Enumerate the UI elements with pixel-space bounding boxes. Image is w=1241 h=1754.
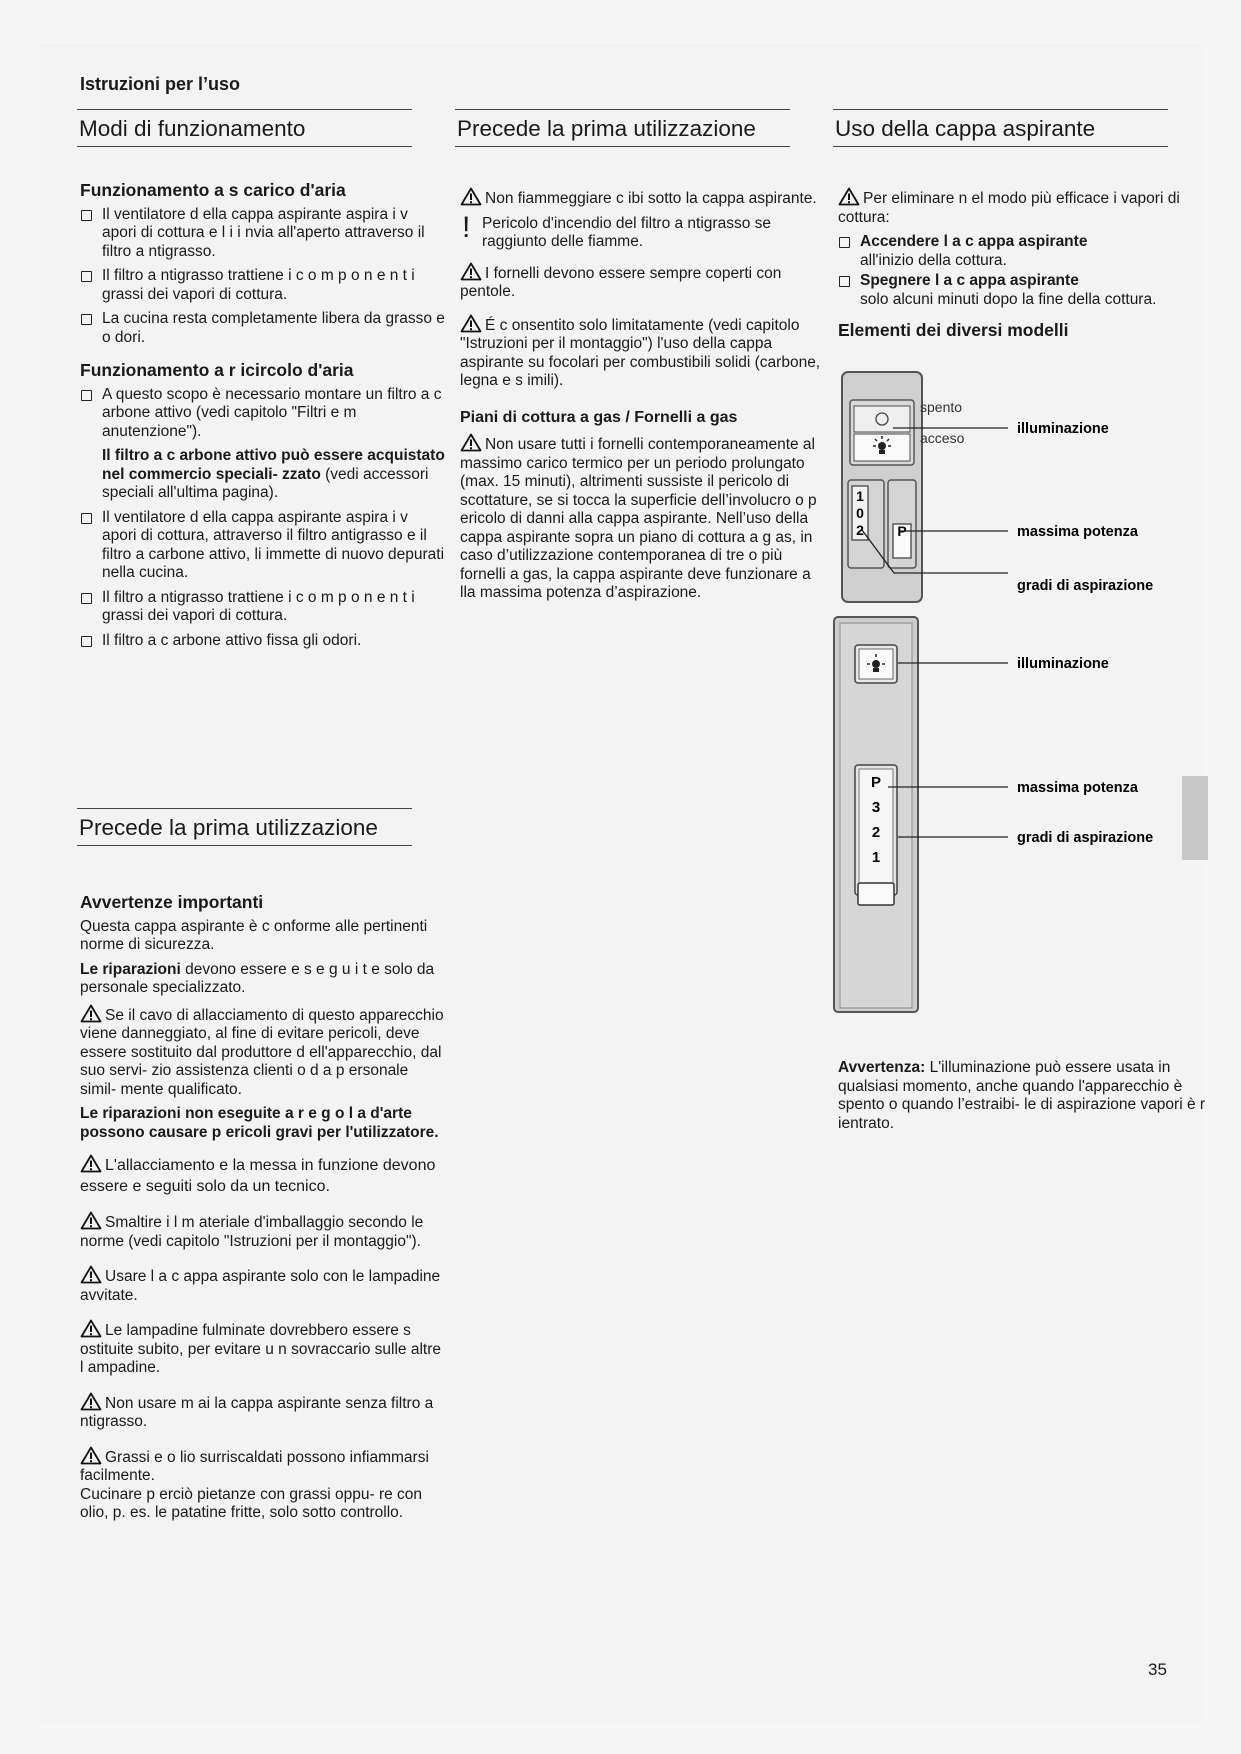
list-item: Il ventilatore d ella cappa aspirante aspira i v apori di cottura, attraverso il filtro antigrasso e il filtro a carbone attivo, li immette di nuovo depurati nella cucina. — [80, 509, 445, 583]
bullet-box-icon — [839, 276, 850, 287]
list-item: Spegnere l a c appa aspirante solo alcuni minuti dopo la fine della cottura. — [838, 272, 1200, 309]
paragraph: Usare l a c appa aspirante solo con le lampadine avvitate. — [80, 1265, 445, 1305]
illuminazione-label: illuminazione — [1017, 656, 1109, 672]
document-title: Istruzioni per l’uso — [80, 74, 241, 94]
ricircolo-note: Il filtro a c arbone attivo può essere acquistato nel commercio speciali- zzato (vedi accessori speciali all'ultima pagina). — [102, 447, 445, 501]
column-3-top — [838, 187, 1200, 346]
warning-icon — [460, 433, 482, 452]
warning-icon — [80, 1265, 102, 1284]
bullet-box-icon — [81, 636, 92, 647]
list-item: La cucina resta completamente libera da grasso e o dori. — [80, 310, 445, 347]
thumb-index-tab — [1182, 776, 1208, 860]
heading-avvertenze: Avvertenze importanti — [80, 892, 264, 912]
section-title-uso: Uso della cappa aspirante — [833, 109, 1168, 147]
warning-icon — [460, 262, 482, 281]
paragraph: Le riparazioni non eseguite a r e g o l a d'arte possono causare p ericoli gravi per l'utilizzatore. — [80, 1105, 439, 1141]
heading-scarico: Funzionamento a s carico d'aria — [80, 180, 346, 200]
paragraph: Le riparazioni devono essere e s e g u i t e solo da personale specializzato. — [80, 960, 435, 996]
heading-elementi: Elementi dei diversi modelli — [838, 320, 1069, 340]
paragraph: Smaltire i l m ateriale d'imballaggio secondo le norme (vedi capitolo "Istruzioni per il montaggio"). — [80, 1211, 445, 1251]
paragraph: Per eliminare n el modo più efficace i vapori di cottura: — [838, 187, 1200, 227]
column-1-top — [80, 181, 445, 656]
fan-level-label: 1 — [871, 849, 881, 866]
gradi-label: gradi di aspirazione — [1017, 578, 1154, 594]
massima-label: massima potenza — [1017, 524, 1138, 540]
bullet-box-icon — [81, 390, 92, 401]
bullet-box-icon — [81, 593, 92, 604]
warning-icon — [80, 1446, 102, 1465]
paragraph: I fornelli devono essere sempre coperti con pentole. — [460, 262, 822, 302]
list-item: A questo scopo è necessario montare un filtro a c arbone attivo (vedi capitolo "Filtri e m anutenzione"). — [80, 386, 445, 442]
spento-label: spento — [920, 399, 963, 415]
paragraph: Questa cappa aspirante è c onforme alle pertinenti norme di sicurezza. — [80, 917, 428, 953]
bullet-box-icon — [81, 513, 92, 524]
illuminazione-label: illuminazione — [1017, 421, 1109, 437]
warning-icon — [80, 1392, 102, 1411]
paragraph: Non usare tutti i fornelli contemporaneamente al massimo carico termico per un periodo prolungato (max. 15 minuti), altrimenti sussiste il pericolo di scottature, se si tocca la superficie dell’involucro o p ericolo di danni alla cappa aspirante. Nell’uso della cappa aspirante sopra un piano di cottura a g as, in caso d’utilizzazione contemporanea di tre o più fornelli a gas, la cappa aspirante deve funzionare a lla massima potenza d’aspirazione. — [460, 433, 822, 603]
warning-icon — [460, 314, 482, 333]
control-panel-diagram-1 — [838, 370, 1238, 610]
fan-level-label: 3 — [871, 799, 881, 816]
acceso-label: acceso — [920, 430, 965, 446]
note-paragraph: Avvertenza: L'illuminazione può essere usata in qualsiasi momento, anche quando l'apparecchio è spento o quando l’estraibi- le di aspirazione vapori è r ientrato. — [838, 1059, 1206, 1132]
paragraph: Non usare m ai la cappa aspirante senza filtro a ntigrasso. — [80, 1392, 445, 1432]
section-title-modi: Modi di funzionamento — [77, 109, 412, 147]
list-item: Accendere l a c appa aspirante all'inizio della cottura. — [838, 233, 1200, 270]
paragraph: Cucinare p erciò pietanze con grassi oppu- re con olio, p. es. le patatine fritte, solo sotto controllo. — [80, 1485, 423, 1521]
paragraph: É c onsentito solo limitatamente (vedi capitolo "Istruzioni per il montaggio") l'uso della cappa aspirante su focolari per combustibili solidi (carbone, legna e s imili). — [460, 314, 822, 391]
section-title-precede: Precede la prima utilizzazione — [455, 109, 790, 147]
paragraph: ! Pericolo d'incendio del filtro a ntigrasso se raggiunto delle fiamme. — [462, 210, 772, 250]
control-panel-diagram-2 — [830, 615, 1240, 1015]
massima-label: massima potenza — [1017, 780, 1138, 796]
page-number: 35 — [1148, 1660, 1167, 1679]
paragraph: Non fiammeggiare c ibi sotto la cappa aspirante. — [460, 187, 822, 209]
list-item: Il filtro a c arbone attivo fissa gli odori. — [80, 632, 445, 651]
paragraph: Grassi e o lio surriscaldati possono infiammarsi facilmente. — [80, 1446, 445, 1486]
list-item: Il ventilatore d ella cappa aspirante aspira i v apori di cottura e l i i nvia all'aperto attraverso il filtro a ntigrasso. — [80, 206, 445, 262]
fan-level-label: P — [870, 774, 882, 791]
column-2 — [460, 187, 822, 609]
warning-icon — [80, 1154, 102, 1173]
gradi-label: gradi di aspirazione — [1017, 830, 1154, 846]
fan-key-label: 2 — [856, 522, 864, 538]
boost-key-label: P — [897, 523, 907, 539]
warning-icon — [80, 1211, 102, 1230]
fan-selector-handle[interactable] — [858, 883, 894, 905]
exclamation-icon: ! — [462, 210, 471, 244]
warning-icon — [838, 187, 860, 206]
paragraph: Le lampadine fulminate dovrebbero essere s ostituite subito, per evitare u n sovraccario sulle altre l ampadine. — [80, 1319, 445, 1378]
paragraph: Se il cavo di allacciamento di questo apparecchio viene danneggiato, al fine di evitare pericoli, deve essere sostituito dal produttore d ell'apparecchio, dal suo servi- zio assistenza clienti o d a p ersonale simil- mente qualificato. — [80, 1004, 445, 1100]
bullet-box-icon — [839, 237, 850, 248]
list-item: Il filtro a ntigrasso trattiene i c o m p o n e n t i grassi dei vapori di cottura. — [80, 589, 445, 626]
fan-level-label: 2 — [871, 824, 881, 841]
heading-gas: Piani di cottura a gas / Fornelli a gas — [460, 408, 738, 426]
warning-icon — [460, 187, 482, 206]
warning-icon — [80, 1319, 102, 1338]
bullet-box-icon — [81, 210, 92, 221]
bullet-box-icon — [81, 271, 92, 282]
list-item: Il filtro a ntigrasso trattiene i c o m p o n e n t i grassi dei vapori di cottura. — [80, 267, 445, 304]
column-3-note — [838, 1059, 1208, 1139]
column-1-bottom — [80, 893, 445, 1529]
heading-ricircolo: Funzionamento a r icircolo d'aria — [80, 360, 354, 380]
warning-icon — [80, 1004, 102, 1023]
paragraph: L'allacciamento e la messa in funzione devono essere e seguiti solo da un tecnico. — [80, 1154, 445, 1197]
bullet-box-icon — [81, 314, 92, 325]
fan-key-label: 1 — [856, 488, 864, 504]
section-title-precede-2: Precede la prima utilizzazione — [77, 808, 412, 846]
fan-key-label: 0 — [856, 505, 864, 521]
